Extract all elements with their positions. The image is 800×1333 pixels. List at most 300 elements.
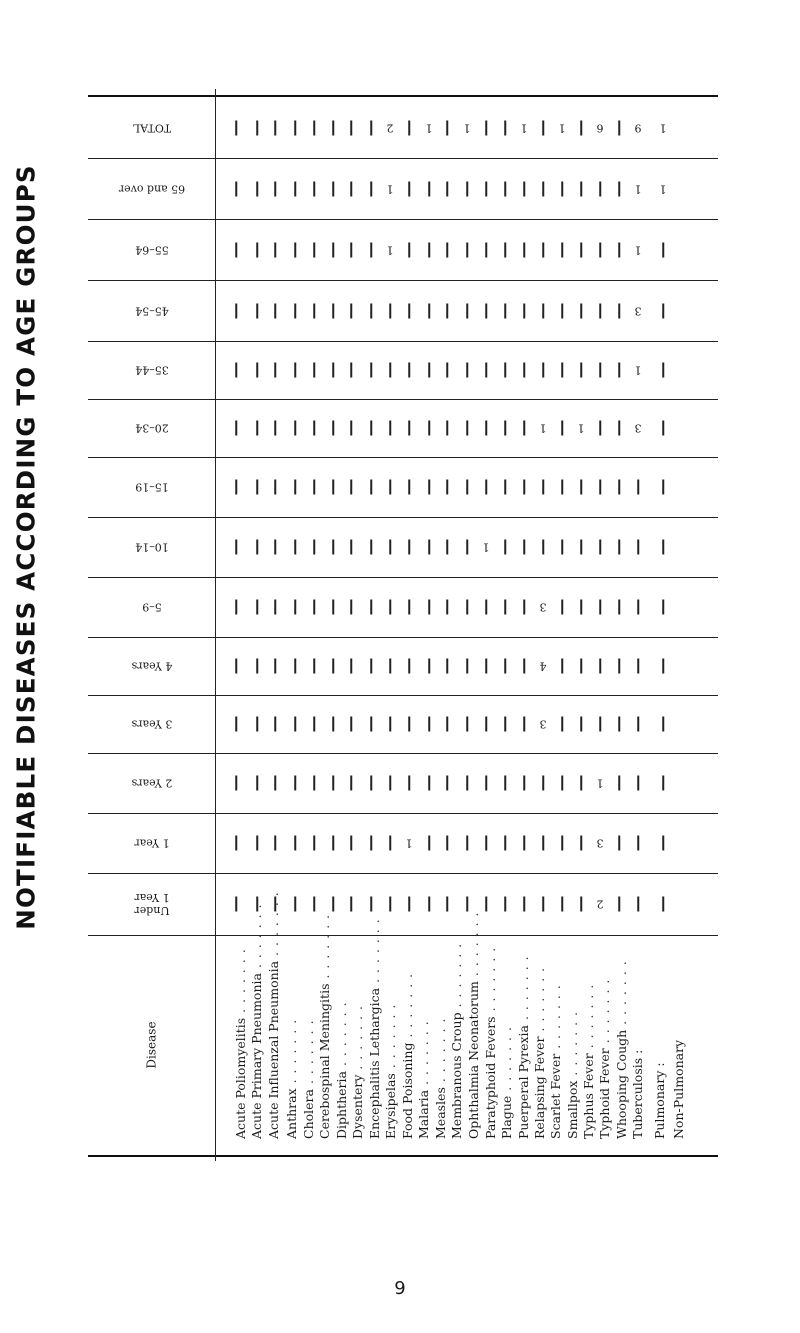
empty-cell-dash <box>466 363 468 378</box>
empty-cell-dash <box>580 659 582 674</box>
empty-cell-dash <box>637 776 639 791</box>
disease-name <box>499 1026 514 1139</box>
count-cell: 3 <box>539 600 547 614</box>
empty-cell-dash <box>350 363 352 378</box>
empty-cell-dash <box>294 897 296 912</box>
disease-name <box>532 967 547 1139</box>
age-group-row <box>88 873 718 936</box>
empty-cell-dash <box>370 421 372 436</box>
count-cell: 6 <box>596 121 604 134</box>
disease-label: Dysentery <box>350 1074 365 1139</box>
empty-cell-dash <box>235 421 237 436</box>
empty-cell-dash <box>618 421 620 436</box>
empty-cell-dash <box>274 776 276 791</box>
count-cell: 1 <box>659 182 667 195</box>
disease-name <box>630 1050 645 1139</box>
leader-dots: . . . . . . . <box>532 966 547 1037</box>
age-group-label: 2 Years <box>131 776 172 790</box>
empty-cell-dash <box>446 717 448 732</box>
disease-name <box>483 947 498 1139</box>
empty-cell-dash <box>408 242 410 257</box>
disease-name <box>400 973 415 1139</box>
empty-cell-dash <box>350 540 352 555</box>
empty-cell-dash <box>274 540 276 555</box>
disease-label: Diphtheria <box>334 1071 349 1139</box>
empty-cell-dash <box>313 480 315 495</box>
empty-cell-dash <box>350 776 352 791</box>
empty-cell-dash <box>542 120 544 135</box>
empty-cell-dash <box>618 600 620 615</box>
empty-cell-dash <box>504 659 506 674</box>
empty-cell-dash <box>332 600 334 615</box>
empty-cell-dash <box>466 659 468 674</box>
count-cell: 3 <box>634 304 642 317</box>
count-cell: 1 <box>634 243 642 256</box>
empty-cell-dash <box>485 480 487 495</box>
empty-cell-dash <box>274 181 276 196</box>
disease-label: Acute Primary Pneumonia <box>249 973 264 1139</box>
empty-cell-dash <box>294 717 296 732</box>
empty-cell-dash <box>662 421 664 436</box>
empty-cell-dash <box>446 897 448 912</box>
empty-cell-dash <box>466 836 468 851</box>
empty-cell-dash <box>294 836 296 851</box>
empty-cell-dash <box>428 836 430 851</box>
empty-cell-dash <box>466 181 468 196</box>
age-group-header <box>88 219 215 280</box>
empty-cell-dash <box>504 540 506 555</box>
empty-cell-dash <box>256 717 258 732</box>
disease-label: Whooping Cough <box>614 1029 629 1139</box>
count-cell: 3 <box>634 421 642 435</box>
age-group-row <box>88 517 718 578</box>
age-group-row <box>88 457 718 518</box>
disease-name <box>266 891 281 1139</box>
empty-cell-dash <box>561 600 563 615</box>
empty-cell-dash <box>466 480 468 495</box>
empty-cell-dash <box>408 363 410 378</box>
empty-cell-dash <box>542 836 544 851</box>
empty-cell-dash <box>580 181 582 196</box>
empty-cell-dash <box>523 242 525 257</box>
count-cell: 1 <box>463 121 471 134</box>
age-group-header <box>88 753 215 813</box>
empty-cell-dash <box>350 836 352 851</box>
disease-label: Tuberculosis : <box>630 1049 645 1139</box>
empty-cell-dash <box>580 540 582 555</box>
age-group-row <box>88 280 718 342</box>
age-group-label: 4 Years <box>131 659 172 673</box>
empty-cell-dash <box>523 776 525 791</box>
empty-cell-dash <box>274 242 276 257</box>
empty-cell-dash <box>256 242 258 257</box>
leader-dots: . . . . . . . <box>284 1018 299 1089</box>
count-cell: 3 <box>539 717 547 731</box>
disease-name <box>249 903 264 1139</box>
leader-dots: . . . . . . . <box>383 1003 398 1074</box>
leader-dots: . . . . . . . <box>466 911 481 982</box>
age-group-label: 65 and over <box>118 182 185 195</box>
empty-cell-dash <box>580 836 582 851</box>
empty-cell-dash <box>485 363 487 378</box>
empty-cell-dash <box>256 776 258 791</box>
empty-cell-dash <box>235 242 237 257</box>
empty-cell-dash <box>561 776 563 791</box>
empty-cell-dash <box>599 540 601 555</box>
empty-cell-dash <box>350 120 352 135</box>
empty-cell-dash <box>428 242 430 257</box>
age-group-label: 1 Year <box>133 836 170 850</box>
empty-cell-dash <box>485 717 487 732</box>
empty-cell-dash <box>332 897 334 912</box>
empty-cell-dash <box>294 303 296 318</box>
age-group-header <box>88 341 215 399</box>
empty-cell-dash <box>662 776 664 791</box>
empty-cell-dash <box>504 363 506 378</box>
disease-name <box>233 948 248 1139</box>
empty-cell-dash <box>561 242 563 257</box>
disease-label: Scarlet Fever <box>548 1053 563 1139</box>
disease-label: Paratyphoid Fevers <box>483 1016 498 1139</box>
age-group-header <box>88 517 215 577</box>
disease-name <box>367 918 382 1139</box>
age-group-label: TOTAL <box>132 121 171 134</box>
count-cell: 9 <box>634 121 642 134</box>
disease-label: Pulmonary : <box>652 1062 667 1139</box>
empty-cell-dash <box>485 181 487 196</box>
empty-cell-dash <box>408 480 410 495</box>
empty-cell-dash <box>466 421 468 436</box>
empty-cell-dash <box>370 836 372 851</box>
empty-cell-dash <box>313 540 315 555</box>
age-group-label: 10–14 <box>134 540 169 554</box>
empty-cell-dash <box>389 776 391 791</box>
empty-cell-dash <box>662 480 664 495</box>
empty-cell-dash <box>466 717 468 732</box>
disease-label: Puerperal Pyrexia <box>516 1025 531 1139</box>
age-group-row <box>88 158 718 220</box>
leader-dots: . . . . . . . <box>499 1026 514 1096</box>
empty-cell-dash <box>618 120 620 135</box>
empty-cell-dash <box>408 181 410 196</box>
empty-cell-dash <box>580 600 582 615</box>
empty-cell-dash <box>662 540 664 555</box>
empty-cell-dash <box>408 421 410 436</box>
empty-cell-dash <box>389 421 391 436</box>
empty-cell-dash <box>523 303 525 318</box>
empty-cell-dash <box>350 717 352 732</box>
empty-cell-dash <box>408 303 410 318</box>
empty-cell-dash <box>662 242 664 257</box>
empty-cell-dash <box>313 303 315 318</box>
page-number: 9 <box>394 1278 406 1299</box>
disease-header: Disease <box>144 1021 158 1069</box>
empty-cell-dash <box>350 480 352 495</box>
empty-cell-dash <box>662 303 664 318</box>
empty-cell-dash <box>542 242 544 257</box>
count-cell: 1 <box>386 182 394 195</box>
empty-cell-dash <box>408 659 410 674</box>
empty-cell-dash <box>408 540 410 555</box>
age-group-header <box>88 158 215 219</box>
empty-cell-dash <box>235 600 237 615</box>
empty-cell-dash <box>408 600 410 615</box>
disease-header-cell <box>88 935 215 1155</box>
leader-dots: . . . . . . . <box>449 942 464 1013</box>
empty-cell-dash <box>370 303 372 318</box>
empty-cell-dash <box>313 242 315 257</box>
empty-cell-dash <box>599 480 601 495</box>
empty-cell-dash <box>618 242 620 257</box>
age-group-label: 3 Years <box>131 717 172 731</box>
empty-cell-dash <box>561 303 563 318</box>
empty-cell-dash <box>350 181 352 196</box>
disease-name <box>614 960 629 1139</box>
empty-cell-dash <box>504 897 506 912</box>
empty-cell-dash <box>428 600 430 615</box>
leader-dots: . . . . . . . <box>334 1001 349 1072</box>
empty-cell-dash <box>428 776 430 791</box>
empty-cell-dash <box>274 120 276 135</box>
leader-dots: . . . . . . . <box>416 1020 431 1090</box>
empty-cell-dash <box>466 303 468 318</box>
empty-cell-dash <box>542 897 544 912</box>
disease-label: Smallpox <box>565 1080 580 1139</box>
empty-cell-dash <box>504 480 506 495</box>
empty-cell-dash <box>332 120 334 135</box>
empty-cell-dash <box>294 776 296 791</box>
age-group-header <box>88 873 215 935</box>
age-group-row <box>88 577 718 638</box>
age-group-label: 20–34 <box>134 421 169 435</box>
disease-name <box>671 1040 686 1139</box>
age-group-label: 35–44 <box>134 363 169 377</box>
notifiable-diseases-table <box>88 95 718 1157</box>
empty-cell-dash <box>561 717 563 732</box>
disease-name <box>516 955 531 1139</box>
age-group-label: Under 1 Year <box>133 891 170 917</box>
empty-cell-dash <box>446 659 448 674</box>
disease-name <box>334 1001 349 1139</box>
empty-cell-dash <box>389 659 391 674</box>
empty-cell-dash <box>446 600 448 615</box>
leader-dots: . . . . . . . <box>433 1017 448 1088</box>
empty-cell-dash <box>256 600 258 615</box>
empty-cell-dash <box>370 897 372 912</box>
empty-cell-dash <box>370 659 372 674</box>
empty-cell-dash <box>446 836 448 851</box>
leader-dots: . . . . . . . <box>597 978 612 1049</box>
disease-label: Cholera <box>301 1089 316 1139</box>
leader-dots: . . . . . . . <box>581 983 596 1054</box>
empty-cell-dash <box>637 897 639 912</box>
empty-cell-dash <box>637 600 639 615</box>
empty-cell-dash <box>350 421 352 436</box>
empty-cell-dash <box>618 540 620 555</box>
empty-cell-dash <box>485 897 487 912</box>
age-group-header <box>88 813 215 873</box>
leader-dots: . . . . . . . <box>516 955 531 1026</box>
empty-cell-dash <box>446 480 448 495</box>
empty-cell-dash <box>274 303 276 318</box>
empty-cell-dash <box>580 363 582 378</box>
empty-cell-dash <box>389 540 391 555</box>
empty-cell-dash <box>389 836 391 851</box>
age-group-row <box>88 341 718 400</box>
empty-cell-dash <box>618 480 620 495</box>
empty-cell-dash <box>274 600 276 615</box>
empty-cell-dash <box>256 363 258 378</box>
empty-cell-dash <box>485 659 487 674</box>
disease-label: Acute Influenzal Pneumonia <box>266 960 281 1139</box>
empty-cell-dash <box>662 363 664 378</box>
empty-cell-dash <box>332 421 334 436</box>
age-group-header <box>88 695 215 753</box>
empty-cell-dash <box>466 776 468 791</box>
side-heading <box>4 84 48 1009</box>
leader-dots: . . . . . . . <box>249 903 264 974</box>
age-group-row <box>88 753 718 814</box>
empty-cell-dash <box>256 120 258 135</box>
empty-cell-dash <box>618 659 620 674</box>
empty-cell-dash <box>561 836 563 851</box>
leader-dots: . . . . . . . <box>614 960 629 1030</box>
age-group-header <box>88 399 215 457</box>
leader-dots: . . . . . . . <box>266 891 281 961</box>
empty-cell-dash <box>313 120 315 135</box>
empty-cell-dash <box>370 717 372 732</box>
empty-cell-dash <box>350 897 352 912</box>
empty-cell-dash <box>618 717 620 732</box>
empty-cell-dash <box>504 242 506 257</box>
count-cell: 2 <box>596 897 604 911</box>
empty-cell-dash <box>389 363 391 378</box>
empty-cell-dash <box>599 717 601 732</box>
empty-cell-dash <box>332 181 334 196</box>
page-title: NOTIFIABLE DISEASES ACCORDING TO AGE GROUPS <box>11 163 41 930</box>
empty-cell-dash <box>313 717 315 732</box>
empty-cell-dash <box>332 480 334 495</box>
empty-cell-dash <box>523 363 525 378</box>
empty-cell-dash <box>274 659 276 674</box>
empty-cell-dash <box>408 897 410 912</box>
empty-cell-dash <box>542 363 544 378</box>
empty-cell-dash <box>370 181 372 196</box>
empty-cell-dash <box>332 717 334 732</box>
empty-cell-dash <box>446 242 448 257</box>
empty-cell-dash <box>599 303 601 318</box>
count-cell: 1 <box>539 421 547 435</box>
count-cell: 1 <box>596 776 604 790</box>
empty-cell-dash <box>235 303 237 318</box>
empty-cell-dash <box>389 600 391 615</box>
empty-cell-dash <box>466 540 468 555</box>
count-cell: 1 <box>482 540 490 554</box>
age-group-row <box>88 97 718 159</box>
empty-cell-dash <box>389 897 391 912</box>
empty-cell-dash <box>580 303 582 318</box>
disease-label: Cerebospinal Meningitis <box>317 983 332 1139</box>
empty-cell-dash <box>504 120 506 135</box>
empty-cell-dash <box>332 540 334 555</box>
empty-cell-dash <box>561 181 563 196</box>
empty-cell-dash <box>618 181 620 196</box>
disease-label: Food Poisoning <box>400 1042 415 1139</box>
leader-dots: . . . . . . . <box>301 1019 316 1090</box>
empty-cell-dash <box>235 776 237 791</box>
count-cell: 1 <box>634 182 642 195</box>
empty-cell-dash <box>523 659 525 674</box>
empty-cell-dash <box>523 897 525 912</box>
leader-dots: . . . . . . . <box>548 984 563 1054</box>
empty-cell-dash <box>542 480 544 495</box>
empty-cell-dash <box>274 480 276 495</box>
empty-cell-dash <box>313 897 315 912</box>
disease-name <box>284 1019 299 1139</box>
empty-cell-dash <box>235 717 237 732</box>
empty-cell-dash <box>332 242 334 257</box>
empty-cell-dash <box>542 303 544 318</box>
disease-name <box>581 984 596 1139</box>
empty-cell-dash <box>618 303 620 318</box>
empty-cell-dash <box>485 600 487 615</box>
empty-cell-dash <box>446 540 448 555</box>
empty-cell-dash <box>235 540 237 555</box>
empty-cell-dash <box>580 776 582 791</box>
empty-cell-dash <box>523 540 525 555</box>
empty-cell-dash <box>428 480 430 495</box>
empty-cell-dash <box>485 776 487 791</box>
empty-cell-dash <box>580 242 582 257</box>
count-cell: 1 <box>520 121 528 134</box>
empty-cell-dash <box>561 659 563 674</box>
empty-cell-dash <box>662 897 664 912</box>
age-group-header <box>88 577 215 637</box>
empty-cell-dash <box>523 421 525 436</box>
disease-name <box>466 911 481 1139</box>
disease-label: Measles <box>433 1087 448 1139</box>
empty-cell-dash <box>256 540 258 555</box>
empty-cell-dash <box>618 776 620 791</box>
empty-cell-dash <box>428 717 430 732</box>
empty-cell-dash <box>235 897 237 912</box>
empty-cell-dash <box>294 540 296 555</box>
empty-cell-dash <box>523 181 525 196</box>
leader-dots: . . . . . . . <box>565 1010 580 1081</box>
empty-cell-dash <box>662 717 664 732</box>
empty-cell-dash <box>274 717 276 732</box>
disease-name <box>565 1011 580 1139</box>
leader-dots: . . . . . . . <box>367 918 382 988</box>
age-group-row <box>88 813 718 874</box>
empty-cell-dash <box>446 303 448 318</box>
disease-name <box>449 943 464 1139</box>
empty-cell-dash <box>428 421 430 436</box>
empty-cell-dash <box>637 659 639 674</box>
leader-dots: . . . . . . . <box>317 913 332 984</box>
empty-cell-dash <box>256 303 258 318</box>
empty-cell-dash <box>389 303 391 318</box>
empty-cell-dash <box>313 776 315 791</box>
age-group-label: 55–64 <box>134 243 169 256</box>
empty-cell-dash <box>408 776 410 791</box>
age-group-label: 15–19 <box>134 480 169 494</box>
leader-dots: . . . . . . . <box>400 972 415 1043</box>
empty-cell-dash <box>523 600 525 615</box>
empty-cell-dash <box>523 717 525 732</box>
empty-cell-dash <box>370 540 372 555</box>
disease-label: Encephalitis Lethargica <box>367 987 382 1139</box>
